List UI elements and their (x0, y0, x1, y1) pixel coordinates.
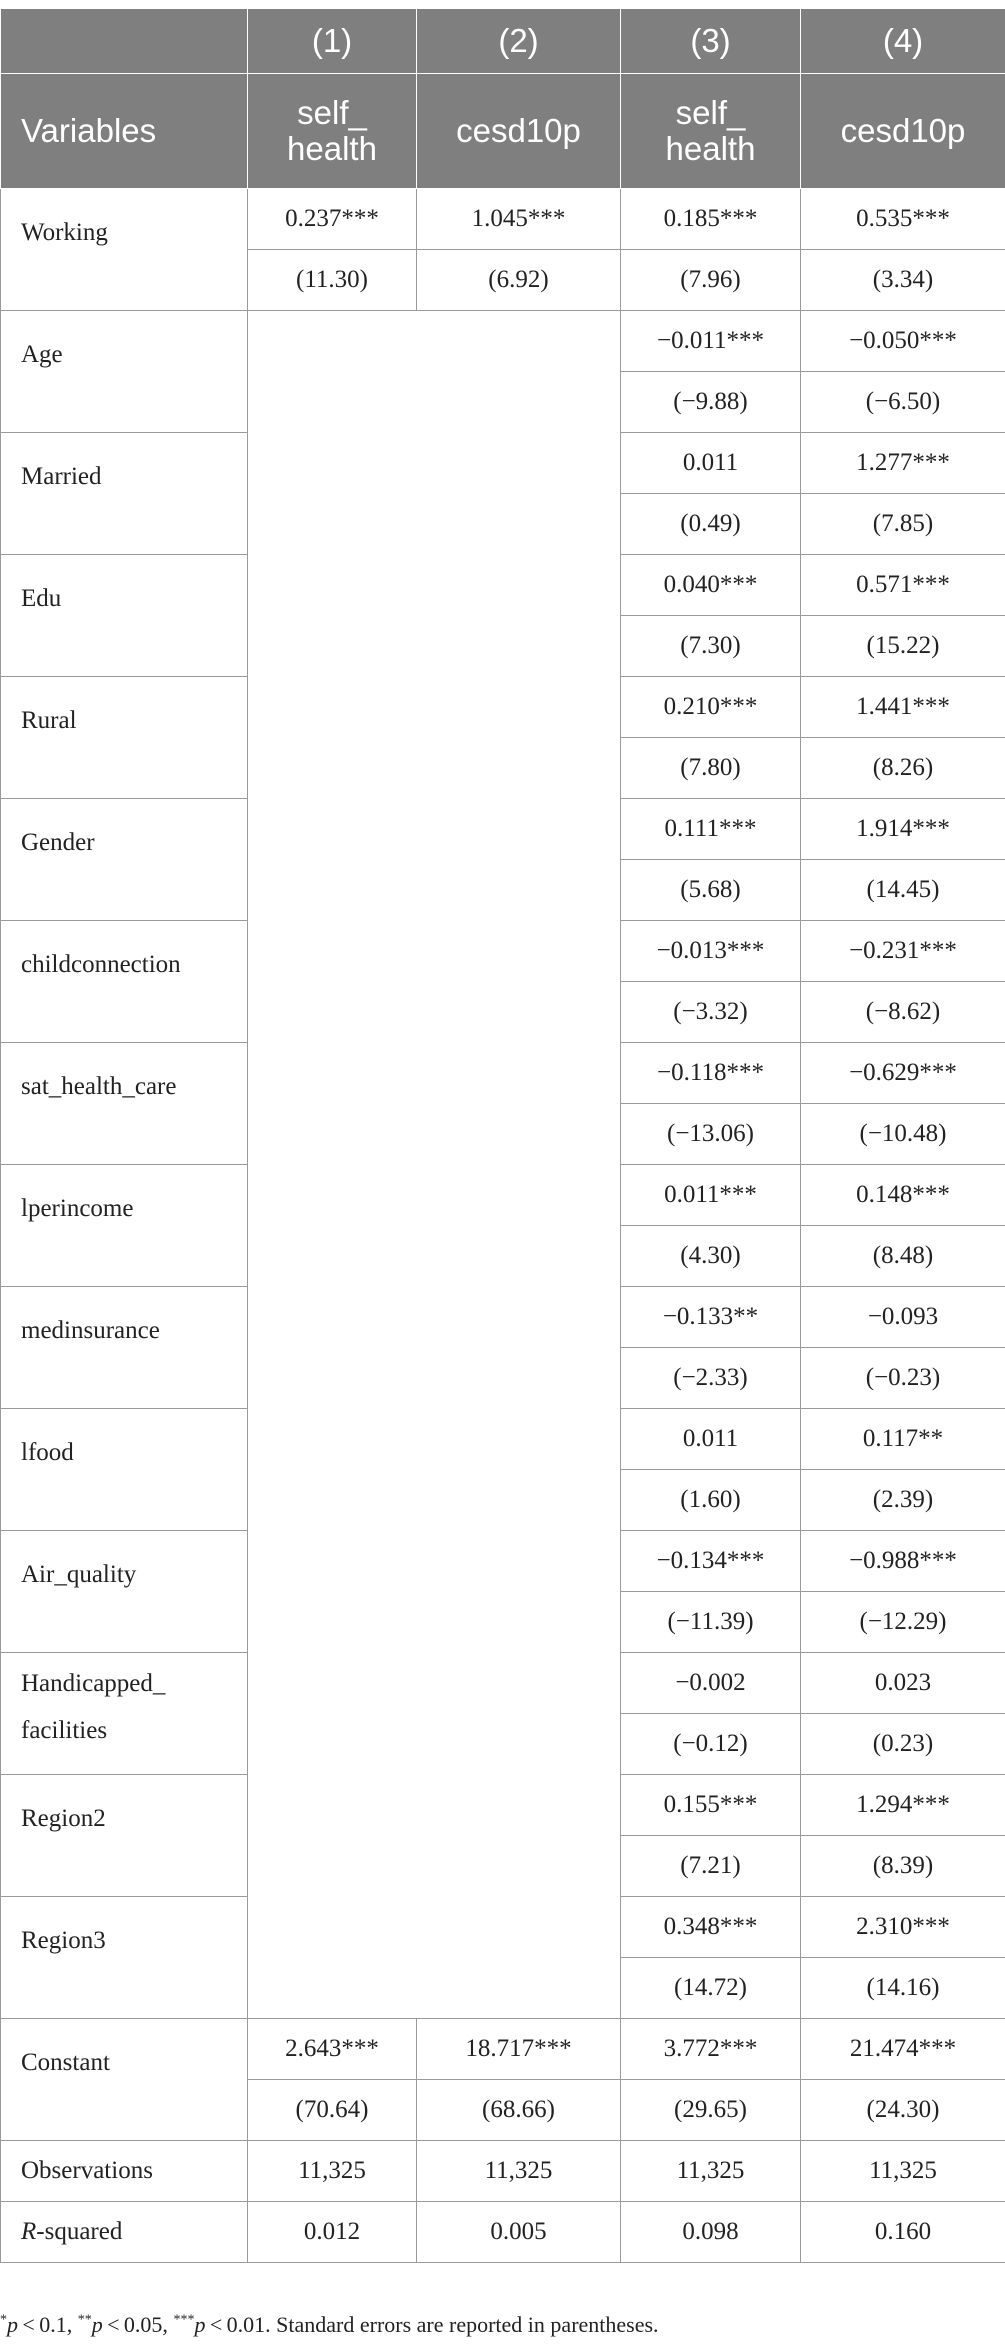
table-row (1, 2019, 1005, 2080)
row-label-constant: Constant (1, 2019, 248, 2141)
tstat-cell: (14.45) (801, 860, 1005, 921)
rsquared-r: R (21, 2218, 37, 2245)
footnote-stars-3: *** (173, 2312, 195, 2328)
tstat-cell: (15.22) (801, 616, 1005, 677)
coef-cell: 0.011 (621, 433, 801, 494)
tstat-cell: (−0.12) (621, 1714, 801, 1775)
dep-var-4: cesd10p (801, 74, 1005, 189)
row-label-handicapped-facilities (1, 1653, 248, 1775)
value-cell: 11,325 (417, 2141, 621, 2202)
table-row (1, 189, 1005, 250)
coef-cell: 0.117** (801, 1409, 1005, 1470)
tstat-cell: (7.21) (621, 1836, 801, 1897)
row-label-working: Working (1, 189, 248, 311)
coef-cell: 0.011 (621, 1409, 801, 1470)
footnote-text-3: < 0.01. Standard errors are reported in parentheses. (205, 2312, 659, 2337)
tstat-cell: (5.68) (621, 860, 801, 921)
value-cell: 11,325 (248, 2141, 417, 2202)
value-cell: 0.160 (801, 2202, 1005, 2263)
tstat-cell: (14.16) (801, 1958, 1005, 2019)
row-label-rural: Rural (1, 677, 248, 799)
tstat-cell: (4.30) (621, 1226, 801, 1287)
footnote-p-3: p (194, 2312, 206, 2337)
tstat-cell: (7.85) (801, 494, 1005, 555)
coef-cell: 0.210*** (621, 677, 801, 738)
empty-block (248, 311, 621, 2019)
coef-cell: 2.643*** (248, 2019, 417, 2080)
col-number-2: (2) (417, 9, 621, 74)
coef-cell: 18.717*** (417, 2019, 621, 2080)
footnote-text-1: < 0.1, (18, 2312, 78, 2337)
row-label-observations: Observations (1, 2141, 248, 2202)
coef-cell: −0.013*** (621, 921, 801, 982)
coef-cell: 1.045*** (417, 189, 621, 250)
tstat-cell: (29.65) (621, 2080, 801, 2141)
variables-header: Variables (1, 74, 248, 189)
tstat-cell: (0.23) (801, 1714, 1005, 1775)
tstat-cell: (7.30) (621, 616, 801, 677)
footnote-stars-2: ** (77, 2312, 92, 2328)
value-cell: 11,325 (621, 2141, 801, 2202)
tstat-cell: (3.34) (801, 250, 1005, 311)
coef-cell: 0.237*** (248, 189, 417, 250)
value-cell: 0.005 (417, 2202, 621, 2263)
row-label-childconnection: childconnection (1, 921, 248, 1043)
tstat-cell: (7.96) (621, 250, 801, 311)
coef-cell: 0.571*** (801, 555, 1005, 616)
row-label-gender: Gender (1, 799, 248, 921)
col-number-3: (3) (621, 9, 801, 74)
tstat-cell: (70.64) (248, 2080, 417, 2141)
coef-cell: 0.535*** (801, 189, 1005, 250)
dep-var-2: cesd10p (417, 74, 621, 189)
dep-var-3 (621, 74, 801, 189)
footnote-text-2: < 0.05, (102, 2312, 174, 2337)
table-header (1, 9, 1005, 189)
tstat-cell: (24.30) (801, 2080, 1005, 2141)
coef-cell: −0.988*** (801, 1531, 1005, 1592)
table-body (1, 189, 1005, 2263)
tstat-cell: (8.26) (801, 738, 1005, 799)
dep-var-1 (248, 74, 417, 189)
coef-cell: 0.023 (801, 1653, 1005, 1714)
regression-table (0, 8, 1005, 2263)
value-cell: 0.098 (621, 2202, 801, 2263)
coef-cell: −0.134*** (621, 1531, 801, 1592)
coef-cell: 0.040*** (621, 555, 801, 616)
row-label-region3: Region3 (1, 1897, 248, 2019)
row-label-lperincome: lperincome (1, 1165, 248, 1287)
coef-cell: −0.002 (621, 1653, 801, 1714)
row-label-region2: Region2 (1, 1775, 248, 1897)
tstat-cell: (0.49) (621, 494, 801, 555)
col-number-1: (1) (248, 9, 417, 74)
tstat-cell: (−9.88) (621, 372, 801, 433)
tstat-cell: (−8.62) (801, 982, 1005, 1043)
tstat-cell: (−10.48) (801, 1104, 1005, 1165)
coef-cell: −0.050*** (801, 311, 1005, 372)
tstat-cell: (14.72) (621, 1958, 801, 2019)
coef-cell: 0.111*** (621, 799, 801, 860)
coef-cell: 0.348*** (621, 1897, 801, 1958)
coef-cell: −0.231*** (801, 921, 1005, 982)
row-label-lfood: lfood (1, 1409, 248, 1531)
footnote-stars-1: * (0, 2312, 7, 2328)
coef-cell: −0.093 (801, 1287, 1005, 1348)
tstat-cell: (−11.39) (621, 1592, 801, 1653)
tstat-cell: (7.80) (621, 738, 801, 799)
coef-cell: 0.185*** (621, 189, 801, 250)
row-label-edu: Edu (1, 555, 248, 677)
coef-cell: −0.011*** (621, 311, 801, 372)
row-label-rsquared (1, 2202, 248, 2263)
coef-cell: 1.277*** (801, 433, 1005, 494)
row-label-married: Married (1, 433, 248, 555)
row-label-line2: facilities (21, 1717, 108, 1744)
regression-table-container (0, 8, 1005, 2263)
tstat-cell: (8.39) (801, 1836, 1005, 1897)
value-cell: 11,325 (801, 2141, 1005, 2202)
tstat-cell: (6.92) (417, 250, 621, 311)
tstat-cell: (−13.06) (621, 1104, 801, 1165)
table-row (1, 311, 1005, 372)
tstat-cell: (68.66) (417, 2080, 621, 2141)
table-row (1, 2141, 1005, 2202)
tstat-cell: (11.30) (248, 250, 417, 311)
coef-cell: 0.148*** (801, 1165, 1005, 1226)
tstat-cell: (−3.32) (621, 982, 801, 1043)
coef-cell: 0.011*** (621, 1165, 801, 1226)
coef-cell: −0.133** (621, 1287, 801, 1348)
tstat-cell: (−0.23) (801, 1348, 1005, 1409)
tstat-cell: (−12.29) (801, 1592, 1005, 1653)
coef-cell: 21.474*** (801, 2019, 1005, 2080)
rsquared-rest: -squared (36, 2218, 123, 2245)
coef-cell: 3.772*** (621, 2019, 801, 2080)
coef-cell: −0.118*** (621, 1043, 801, 1104)
coef-cell: 1.294*** (801, 1775, 1005, 1836)
footnote-p-2: p (91, 2312, 103, 2337)
col-number-4: (4) (801, 9, 1005, 74)
row-label-air-quality: Air_quality (1, 1531, 248, 1653)
tstat-cell: (−6.50) (801, 372, 1005, 433)
tstat-cell: (2.39) (801, 1470, 1005, 1531)
coef-cell: 2.310*** (801, 1897, 1005, 1958)
table-row (1, 2202, 1005, 2263)
header-blank (1, 9, 248, 74)
tstat-cell: (−2.33) (621, 1348, 801, 1409)
coef-cell: 1.914*** (801, 799, 1005, 860)
row-label-age: Age (1, 311, 248, 433)
table-footnote (0, 2312, 1005, 2338)
row-label-line1: Handicapped_ (21, 1670, 166, 1697)
tstat-cell: (8.48) (801, 1226, 1005, 1287)
value-cell: 0.012 (248, 2202, 417, 2263)
coef-cell: 0.155*** (621, 1775, 801, 1836)
tstat-cell: (1.60) (621, 1470, 801, 1531)
row-label-sat-health-care: sat_health_care (1, 1043, 248, 1165)
row-label-medinsurance: medinsurance (1, 1287, 248, 1409)
dep-var-1-text: self_ health (287, 94, 377, 167)
coef-cell: −0.629*** (801, 1043, 1005, 1104)
dep-var-3-text: self_ health (665, 94, 756, 167)
coef-cell: 1.441*** (801, 677, 1005, 738)
footnote-p-1: p (7, 2312, 18, 2337)
